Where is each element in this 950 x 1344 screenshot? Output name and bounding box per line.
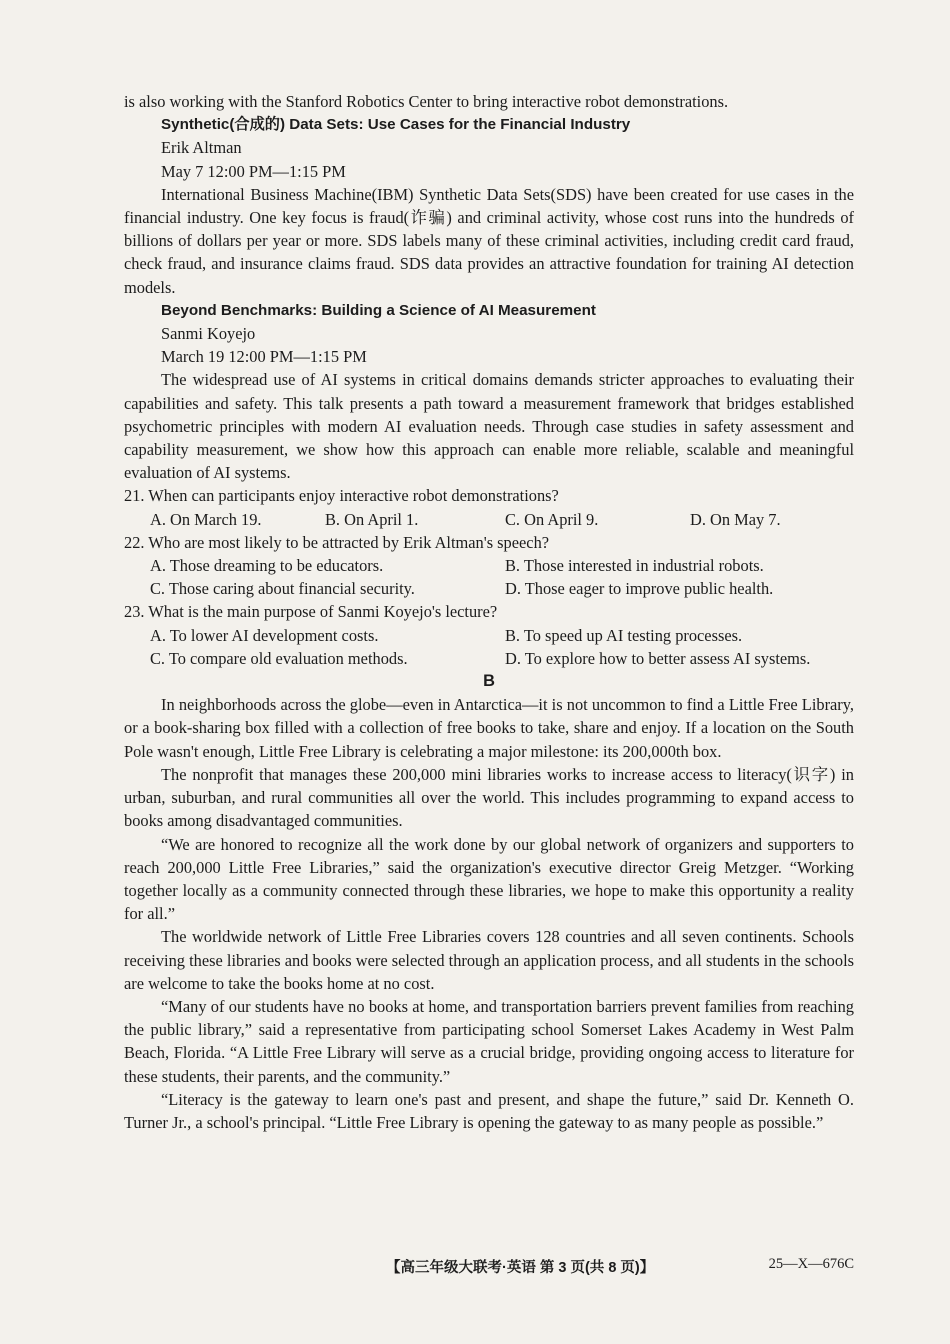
question-stem: 23. What is the main purpose of Sanmi Koyejo's lecture?	[124, 602, 498, 622]
passage-paragraph: “Many of our students have no books at home, and transportation barriers prevent families from reaching the public library,” said a representative from participating school Somerset Lakes Academy in West Palm Beach, Florida. “A Little Free Library will serve as a crucial bridge, providing ongoing access to literature for these students, their parents, and the community.”	[124, 996, 854, 1086]
talk-speaker: Sanmi Koyejo	[161, 324, 256, 344]
talk-1	[124, 113, 854, 299]
option-c: C. On April 9.	[505, 509, 599, 529]
option-c: C. Those caring about financial security.	[150, 579, 415, 599]
option-c: C. To compare old evaluation methods.	[150, 648, 408, 668]
continued-text: is also working with the Stanford Robotics Center to bring interactive robot demonstrations.	[124, 92, 729, 111]
option-a: A. Those dreaming to be educators.	[150, 556, 384, 576]
talk-description: The widespread use of AI systems in critical domains demands stricter approaches to evaluating their capabilities and safety. This talk presents a path toward a measurement framework that bridges established psychometric principles with modern AI evaluation needs. Through case studies in safety assessment and capability measurement, we show how this approach can enable more reliable, scalable and meaningful evaluation of AI systems.	[124, 370, 854, 483]
passage-b	[124, 693, 854, 1134]
question-stem: 22. Who are most likely to be attracted by Erik Altman's speech?	[124, 532, 550, 552]
paper-code: 25—X—676C	[768, 1256, 854, 1272]
section-label: B	[483, 672, 495, 691]
option-b: B. Those interested in industrial robots.	[505, 556, 764, 576]
exam-page-label: 【高三年级大联考·英语 第 3 页(共 8 页)】	[386, 1260, 655, 1276]
option-d: D. On May 7.	[690, 509, 781, 529]
passage-paragraph: The nonprofit that manages these 200,000 mini libraries works to increase access to literacy(识字) in urban, suburban, and rural communities all over the world. This includes programming to expand access to books among disadvantaged communities.	[124, 764, 854, 831]
passage-paragraph: “Literacy is the gateway to learn one's past and present, and shape the future,” said Dr. Kenneth O. Turner Jr., a school's principal. “Little Free Library is opening the gateway to as many people as possible.”	[124, 1089, 854, 1132]
talk-time: May 7 12:00 PM—1:15 PM	[161, 161, 346, 181]
talk-title: Beyond Benchmarks: Building a Science of AI Measurement	[161, 301, 596, 319]
option-a: A. To lower AI development costs.	[150, 625, 379, 645]
passage-paragraph: In neighborhoods across the globe—even in Antarctica—it is not uncommon to find a Little Free Library, or a book-sharing box filled with a collection of free books to take, share and enjoy. If a location on the South Pole wasn't enough, Little Free Library is celebrating a major milestone: its 200,000th box.	[124, 695, 854, 761]
question-22	[124, 531, 854, 601]
talk-2	[124, 299, 854, 485]
talk-title: Synthetic(合成的) Data Sets: Use Cases for the Financial Industry	[161, 116, 631, 134]
talk-speaker: Erik Altman	[161, 138, 242, 158]
talk-description: International Business Machine(IBM) Synthetic Data Sets(SDS) have been created for use cases in the financial industry. One key focus is fraud(诈骗) and criminal activity, whose cost runs into the hundreds of billions of dollars per year or more. SDS labels many of these criminal activities, including credit card fraud, check fraud, and insurance claims fraud. SDS data provides an attractive foundation for training AI detection models.	[124, 184, 854, 297]
exam-page	[124, 90, 854, 1134]
talk-time: March 19 12:00 PM—1:15 PM	[161, 347, 367, 367]
option-b: B. To speed up AI testing processes.	[505, 625, 743, 645]
question-21	[124, 484, 854, 530]
passage-paragraph: “We are honored to recognize all the work done by our global network of organizers and supporters to reach 200,000 Little Free Libraries,” said the organization's executive director Greig Metzger. “Working together locally as a community connected through these libraries, we hope to make this opportunity a reality for all.”	[124, 834, 854, 924]
option-d: D. To explore how to better assess AI systems.	[505, 648, 811, 668]
option-d: D. Those eager to improve public health.	[505, 579, 774, 599]
option-b: B. On April 1.	[325, 509, 419, 529]
passage-paragraph: The worldwide network of Little Free Libraries covers 128 countries and all seven continents. Schools receiving these libraries and books were selected through an application process, and all students in the schools are welcome to take the books home at no cost.	[124, 927, 854, 993]
option-a: A. On March 19.	[150, 509, 262, 529]
question-23	[124, 600, 854, 670]
question-stem: 21. When can participants enjoy interactive robot demonstrations?	[124, 486, 559, 506]
